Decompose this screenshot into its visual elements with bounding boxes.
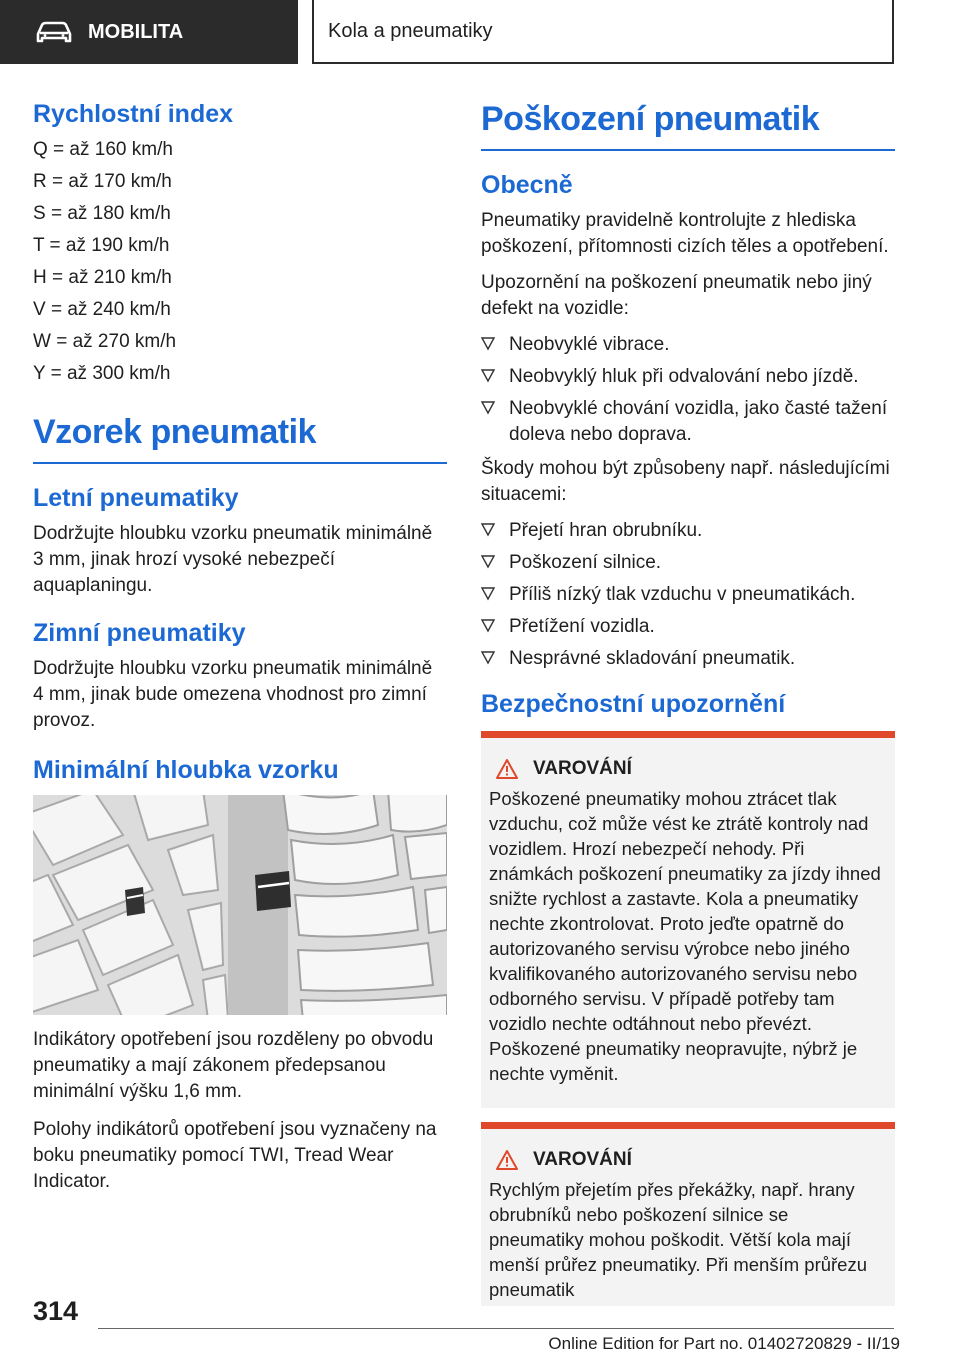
speed-index-heading: Rychlostní index (33, 100, 234, 128)
triangle-bullet-icon (481, 555, 495, 569)
safety-heading: Bezpečnostní upozornění (481, 690, 786, 718)
warning-box (481, 1122, 895, 1306)
list-item-text: Nesprávné skladování pneumatik. (509, 648, 796, 669)
winter-text: Dodržujte hloubku vzorku pneumatik minimálně 4 mm, jinak bude omezena vhodnost pro zimní provoz. (33, 658, 433, 731)
list-item (481, 332, 895, 358)
chapter-label: MOBILITA (88, 20, 184, 43)
list-item (481, 396, 895, 448)
list-item-text: Přetížení vozidla. (509, 616, 655, 637)
car-icon (34, 20, 74, 44)
warning-title (489, 758, 887, 780)
edition-text: Online Edition for Part no. 01402720829 - II/19 (548, 1334, 900, 1353)
tread-wear-indicator-image (33, 795, 447, 1015)
speed-item: H = až 210 km/h (33, 267, 172, 288)
list-item (481, 614, 895, 640)
left-column (33, 100, 447, 1205)
list-item (481, 364, 895, 390)
causes-intro: Škody mohou být způsobeny např. následujícími situacemi: (481, 458, 890, 505)
speed-item: S = až 180 km/h (33, 203, 171, 224)
list-item (481, 646, 895, 672)
positions-text: Polohy indikátorů opotřebení jsou vyznačeny na boku pneumatiky pomocí TWI, Tread Wear Indicator. (33, 1119, 437, 1192)
warning-title (489, 1149, 887, 1171)
signs-list (481, 332, 895, 448)
triangle-bullet-icon (481, 369, 495, 383)
right-column (481, 100, 895, 1320)
warning-text: Rychlým přejetím přes překážky, např. hrany obrubníků nebo poškození silnice se pneumatiky mohou poškodit. Větší kola mají menší průřez pneumatiky. Při menším průřezu pneumatik (489, 1179, 868, 1300)
chapter-tab (0, 0, 298, 64)
triangle-bullet-icon (481, 587, 495, 601)
speed-index-list (33, 137, 447, 387)
section-label: Kola a pneumatiky (328, 19, 493, 42)
speed-item: Y = až 300 km/h (33, 363, 171, 384)
warning-box (481, 731, 895, 1108)
triangle-bullet-icon (481, 337, 495, 351)
speed-item: W = až 270 km/h (33, 331, 177, 352)
min-depth-heading: Minimální hloubka vzorku (33, 756, 339, 784)
list-item-text: Neobvyklé vibrace. (509, 334, 670, 355)
list-item (481, 518, 895, 544)
page-header (0, 0, 960, 66)
warning-text: Poškozené pneumatiky mohou ztrácet tlak vzduchu, což může vést ke ztrátě kontroly nad vozidlem. Hrozí nebezpečí nehody. Při známkách poškození pneumatiky za jízdy ihned snižte rychlost a zastavte. Kola a pneumatiky nechte zkontrolovat. Proto jeďte opatrně do autorizovaného servisu výrobce nebo jiného kvalifikovaného autorizovaného servisu nebo odborného servisu. V případě potřeby tam vozidlo nechte odtáhnout nebo převézt. Poškozené pneumatiky neopravujte, nýbrž je nechte vyměnit. (489, 788, 881, 1084)
list-item (481, 550, 895, 576)
triangle-bullet-icon (481, 401, 495, 415)
list-item-text: Neobvyklé chování vozidla, jako časté tažení doleva nebo doprava. (509, 398, 888, 445)
warning-title-text: VAROVÁNÍ (533, 758, 632, 779)
warning-triangle-icon (495, 758, 519, 780)
triangle-bullet-icon (481, 619, 495, 633)
list-item-text: Neobvyklý hluk při odvalování nebo jízdě. (509, 366, 859, 387)
page-number: 314 (33, 1296, 79, 1326)
speed-item: T = až 190 km/h (33, 235, 170, 256)
triangle-bullet-icon (481, 651, 495, 665)
triangle-bullet-icon (481, 523, 495, 537)
speed-item: R = až 170 km/h (33, 171, 172, 192)
summer-heading: Letní pneumatiky (33, 484, 239, 512)
heading-rule (481, 149, 895, 151)
list-item-text: Poškození silnice. (509, 552, 662, 573)
heading-rule (33, 462, 447, 464)
list-item-text: Přejetí hran obrubníku. (509, 520, 703, 541)
list-item (481, 582, 895, 608)
speed-item: V = až 240 km/h (33, 299, 171, 320)
page-footer (0, 1296, 960, 1362)
list-item-text: Příliš nízký tlak vzduchu v pneumatikách. (509, 584, 856, 605)
section-tab (312, 0, 894, 64)
general-heading: Obecně (481, 171, 573, 199)
warning-title-text: VAROVÁNÍ (533, 1149, 632, 1170)
damage-heading: Poškození pneumatik (481, 100, 820, 138)
general-text: Pneumatiky pravidelně kontrolujte z hlediska poškození, přítomnosti cizích těles a opotřebení. (481, 210, 889, 257)
causes-list (481, 518, 895, 672)
tread-heading: Vzorek pneumatik (33, 413, 316, 451)
warning-triangle-icon (495, 1149, 519, 1171)
speed-item: Q = až 160 km/h (33, 139, 173, 160)
winter-heading: Zimní pneumatiky (33, 619, 246, 647)
summer-text: Dodržujte hloubku vzorku pneumatik minimálně 3 mm, jinak hrozí vysoké nebezpečí aquaplaningu. (33, 523, 433, 596)
signs-intro: Upozornění na poškození pneumatik nebo jiný defekt na vozidle: (481, 272, 872, 319)
indicators-text: Indikátory opotřebení jsou rozděleny po obvodu pneumatiky a mají zákonem předepsanou minimální výšku 1,6 mm. (33, 1029, 434, 1102)
footer-rule (98, 1328, 894, 1329)
